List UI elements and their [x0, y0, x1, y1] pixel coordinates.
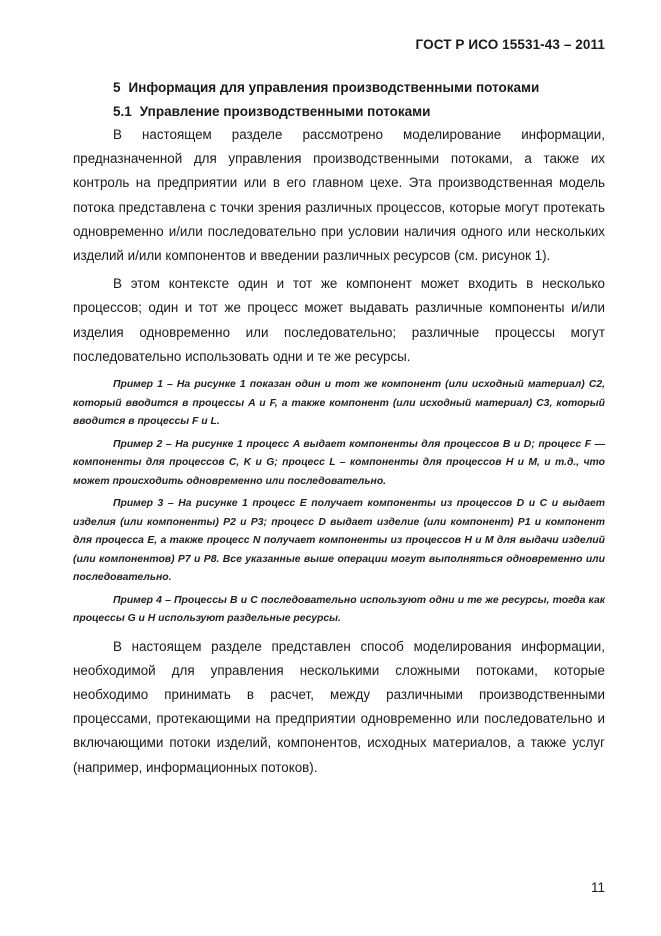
- example-2: Пример 2 – На рисунке 1 процесс A выдает компоненты для процессов B и D; процесс F — компоненты для процессов C, K и G; процесс L – компоненты для процессов H и M, и т.д., что может происходить одновременно или последовательно.: [73, 438, 605, 487]
- body-paragraph-1: В настоящем разделе рассмотрено моделирование информации, предназначенной для управления производственными потоками, а также их контроль на предприятии или в его главном цехе. Эта производственная модель потока представлена с точки зрения различных процессов, которые могут протекать одновременно и/или последовательно при условии наличия одного или нескольких изделий и/или компонентов и введении различных ресурсов (см. рисунок 1).: [73, 127, 605, 264]
- subsection-heading: [113, 102, 605, 122]
- body-paragraph-3: В настоящем разделе представлен способ моделирования информации, необходимой для управления несколькими сложными потоками, которые необходимо принимать в расчет, между различными производственными процессами, протекающими на предприятии одновременно или последовательно и включающими потоки изделий, компонентов, исходных материалов, а также услуг (например, информационных потоков).: [73, 638, 605, 775]
- example-1: Пример 1 – На рисунке 1 показан один и тот же компонент (или исходный материал) C2, который вводится в процессы A и F, а также компонент (или исходный материал) C3, который вводится в процессы F и L.: [73, 379, 605, 428]
- section-heading: [113, 78, 605, 98]
- document-header: ГОСТ Р ИСО 15531-43 – 2011: [415, 37, 605, 52]
- body-paragraph-2: В этом контексте один и тот же компонент может входить в несколько процессов; один и тот же процесс может выдавать различные компоненты и/или изделия одновременно или последовательно; различные процессы могут последовательно использовать одни и те же ресурсы.: [73, 276, 605, 364]
- example-3: Пример 3 – На рисунке 1 процесс E получает компоненты из процессов D и C и выдает изделия (или компоненты) P2 и P3; процесс D выдает изделие (или компонент) P1 и компонент для процесса E, а также процесс N получает компоненты из процессов H и M для выдачи изделий (или компонентов) P7 и P8. Все указанные выше операции могут выполняться одновременно или последовательно.: [73, 498, 605, 584]
- page-content: [73, 78, 605, 781]
- subsection-number: 5.1: [113, 104, 132, 119]
- page-number: 11: [590, 880, 605, 895]
- example-4: Пример 4 – Процессы B и C последовательно используют одни и те же ресурсы, тогда как процессы G и H используют раздельные ресурсы.: [73, 594, 605, 625]
- subsection-title: Управление производственными потоками: [139, 104, 431, 119]
- section-title: Информация для управления производственными потоками: [128, 80, 540, 95]
- section-number: 5: [113, 80, 121, 95]
